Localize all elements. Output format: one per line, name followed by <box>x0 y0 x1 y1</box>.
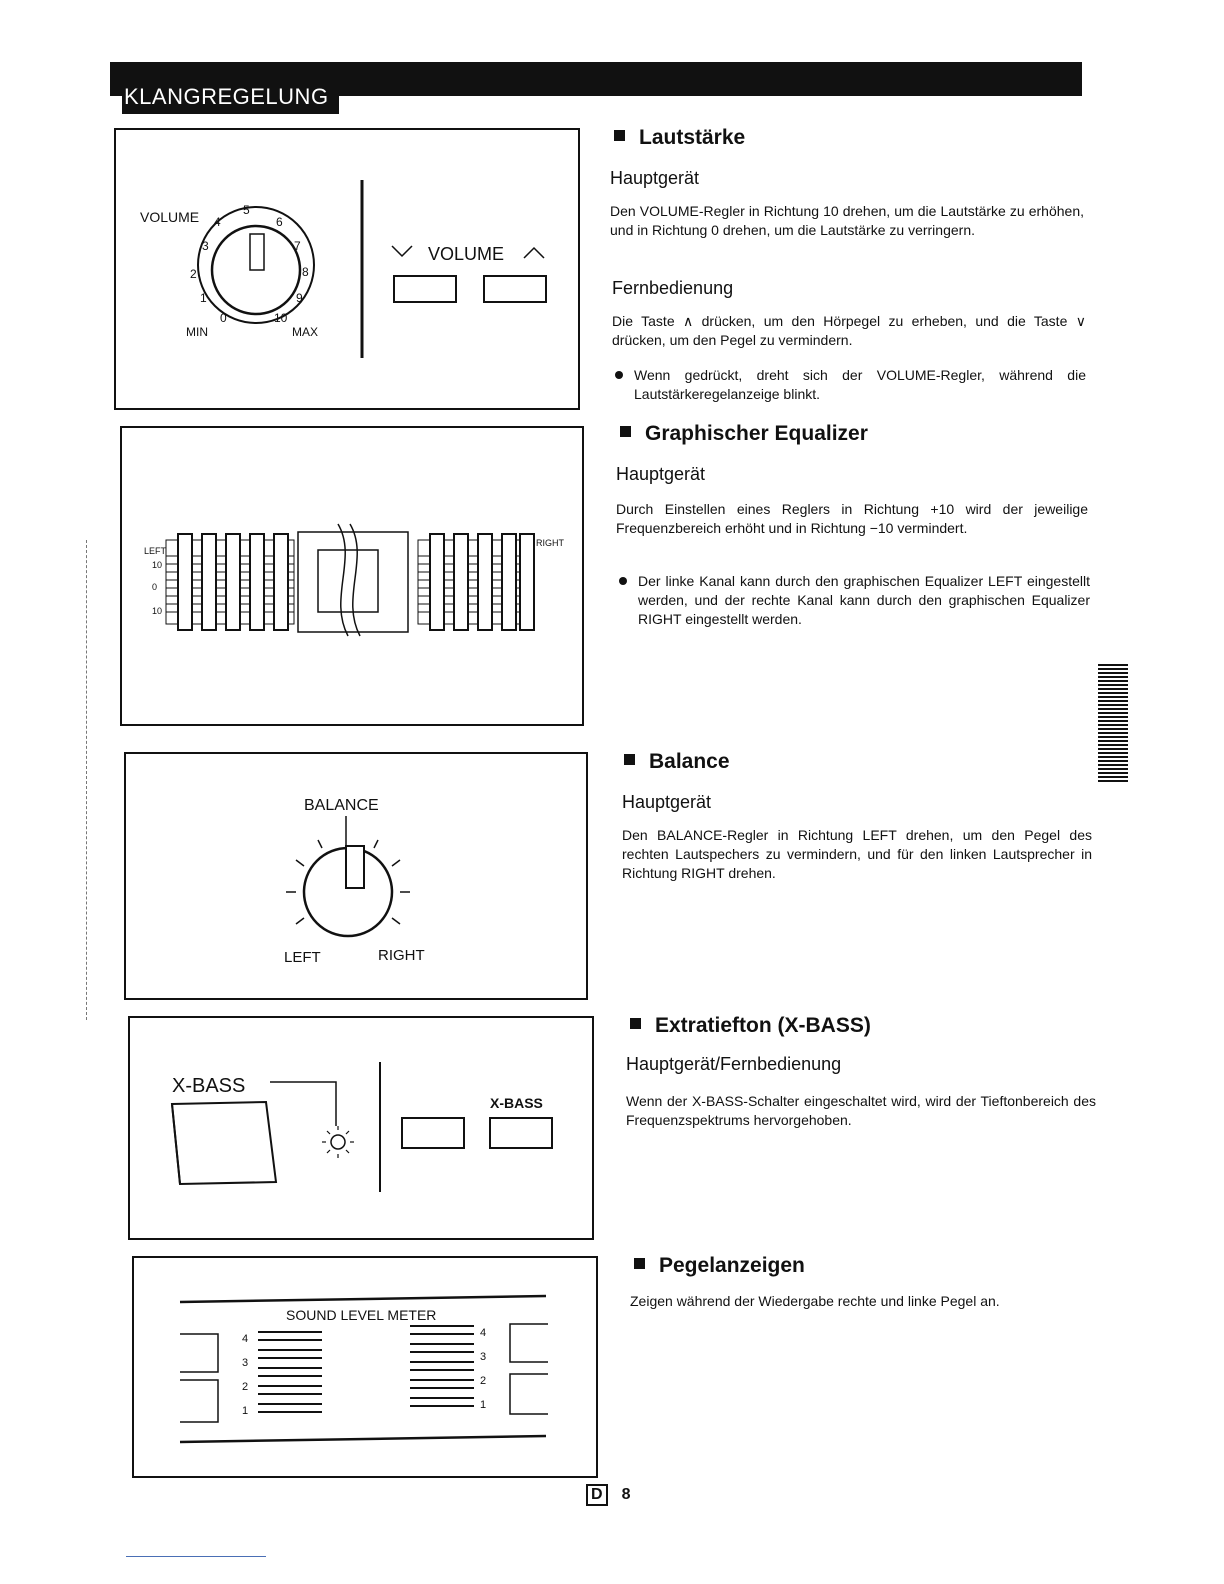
subheading: Hauptgerät <box>616 464 706 484</box>
square-bullet-icon <box>634 1258 645 1269</box>
remote-button[interactable] <box>402 1118 464 1148</box>
volume-knob-label: VOLUME <box>140 209 200 225</box>
dial-number: 0 <box>220 311 227 325</box>
section-title-meter: Pegelanzeigen <box>634 1254 805 1278</box>
dial-number: 2 <box>190 267 197 281</box>
balance-left-label: LEFT <box>284 949 321 966</box>
balance-figure <box>124 752 588 1000</box>
eq-right-sliders <box>418 534 534 630</box>
dial-number: 7 <box>294 239 301 253</box>
dial-number: 9 <box>296 291 303 305</box>
eq-scale-label: 10 <box>152 606 163 616</box>
right-speaker-bracket <box>510 1324 548 1362</box>
xbass-remote-button[interactable] <box>490 1118 552 1148</box>
page-title: KLANGREGELUNG <box>122 80 339 114</box>
dial-number: 4 <box>214 215 221 229</box>
language-box: D <box>586 1484 608 1506</box>
meter-right-bars <box>410 1326 474 1406</box>
balance-knob-indicator <box>346 846 364 888</box>
xbass-remote-label: X-BASS <box>490 1095 543 1111</box>
eq-scale-label: 0 <box>152 582 158 592</box>
meter-illustration <box>134 1258 596 1476</box>
eq-left-label: LEFT <box>144 546 167 556</box>
square-bullet-icon <box>614 130 625 141</box>
meter-top-line <box>180 1296 546 1302</box>
left-speaker-bracket <box>180 1334 218 1372</box>
volume-down-icon <box>392 246 412 256</box>
meter-level: 2 <box>480 1375 487 1387</box>
page-number-value: 8 <box>621 1486 631 1503</box>
bullet-note: Wenn gedrückt, dreht sich der VOLUME-Regler, während die Lautstärkeregelanzeige blinkt. <box>612 366 1086 404</box>
xbass-indicator-icon <box>331 1135 345 1149</box>
meter-bottom-line <box>180 1436 546 1442</box>
volume-max-label: MAX <box>292 325 319 339</box>
subheading: Fernbedienung <box>612 278 734 298</box>
section-title-balance: Balance <box>624 750 730 774</box>
xbass-switch[interactable] <box>172 1102 276 1184</box>
subheading: Hauptgerät <box>622 792 712 812</box>
dial-number: 8 <box>302 265 309 279</box>
dial-number: 3 <box>202 239 209 253</box>
meter-level: 2 <box>242 1381 249 1393</box>
meter-level: 1 <box>242 1405 249 1417</box>
right-speaker-bracket <box>510 1374 548 1414</box>
balance-illustration <box>126 754 586 998</box>
eq-right-label: RIGHT <box>536 538 564 548</box>
side-tab-marker <box>1098 664 1128 784</box>
section-title-xbass: Extratiefton (X-BASS) <box>630 1014 871 1038</box>
body-text: Die Taste ∧ drücken, um den Hörpegel zu erheben, und die Taste ∨ drücken, um den Pegel zu vermindern. <box>612 313 1086 348</box>
page-number <box>586 1484 630 1506</box>
subheading: Hauptgerät <box>610 168 700 188</box>
dial-number: 5 <box>243 203 250 217</box>
subheading: Hauptgerät/Fernbedienung <box>626 1054 842 1074</box>
xbass-label: X-BASS <box>172 1075 246 1097</box>
balance-right-label: RIGHT <box>378 947 425 964</box>
eq-display-window <box>318 550 378 612</box>
dial-number: 6 <box>276 215 283 229</box>
dial-number: 1 <box>200 291 207 305</box>
balance-label: BALANCE <box>304 797 379 814</box>
xbass-illustration <box>130 1018 592 1238</box>
section-title-volume: Lautstärke <box>614 126 745 150</box>
meter-figure <box>132 1256 598 1478</box>
body-text: Den BALANCE-Regler in Richtung LEFT drehen, um den Pegel des rechten Lautspechers zu vermindern, und für den linken Lautsprecher in Richtung RIGHT drehen. <box>622 827 1092 881</box>
volume-up-button[interactable] <box>484 276 546 302</box>
margin-dashes <box>86 540 87 1020</box>
equalizer-figure <box>120 426 584 726</box>
body-text: Zeigen während der Wiedergabe rechte und linke Pegel an. <box>630 1293 1000 1309</box>
dial-number: 10 <box>274 311 288 325</box>
body-text: Durch Einstellen eines Reglers in Richtung +10 wird der jeweilige Frequenzbereich erhöht und in Richtung −10 vermindert. <box>616 501 1088 536</box>
meter-level: 3 <box>480 1351 487 1363</box>
xbass-callout-line <box>270 1082 336 1126</box>
volume-knob-indicator <box>250 234 264 270</box>
body-text: Den VOLUME-Regler in Richtung 10 drehen, um die Lautstärke zu erhöhen, und in Richtung 0 drehen, um die Lautstärke zu verringern. <box>610 203 1084 238</box>
equalizer-illustration <box>122 428 582 724</box>
section-title-equalizer: Graphischer Equalizer <box>620 422 868 446</box>
volume-button-label: VOLUME <box>428 244 505 264</box>
eq-scale-label: 10 <box>152 560 163 570</box>
volume-min-label: MIN <box>186 325 208 339</box>
meter-level: 3 <box>242 1357 249 1369</box>
footer-line <box>126 1556 266 1557</box>
volume-illustration <box>116 130 578 408</box>
square-bullet-icon <box>620 426 631 437</box>
meter-title: SOUND LEVEL METER <box>286 1307 437 1323</box>
volume-up-icon <box>524 248 544 258</box>
left-speaker-bracket <box>180 1380 218 1422</box>
xbass-figure <box>128 1016 594 1240</box>
volume-figure <box>114 128 580 410</box>
meter-level: 1 <box>480 1399 487 1411</box>
meter-level: 4 <box>480 1327 487 1339</box>
body-text: Wenn der X-BASS-Schalter eingeschaltet wird, wird der Tieftonbereich des Frequenzspektrums hervorgehoben. <box>626 1093 1096 1128</box>
volume-down-button[interactable] <box>394 276 456 302</box>
square-bullet-icon <box>624 754 635 765</box>
bullet-note: Der linke Kanal kann durch den graphischen Equalizer LEFT eingestellt werden, und der rechte Kanal kann durch den graphischen Equalizer RIGHT eingestellt werden. <box>616 572 1090 629</box>
eq-left-sliders <box>166 534 294 630</box>
square-bullet-icon <box>630 1018 641 1029</box>
meter-level: 4 <box>242 1333 249 1345</box>
meter-left-bars <box>258 1332 322 1412</box>
